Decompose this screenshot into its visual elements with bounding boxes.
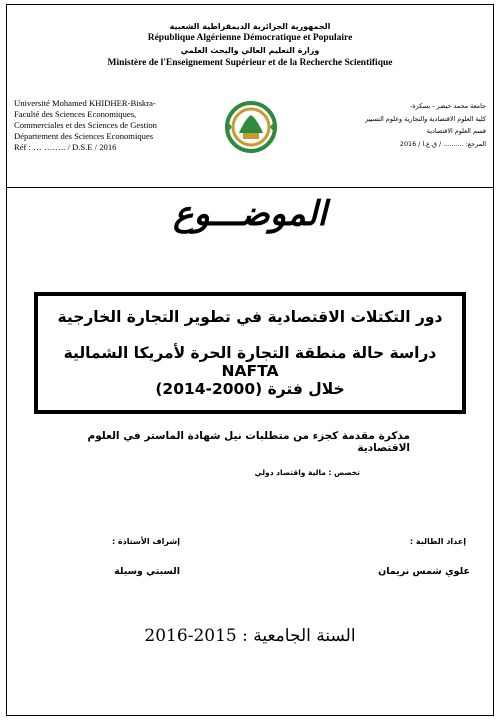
specialization: تخصص : مالية واقتصاد دولي — [254, 468, 360, 477]
university-name-ar: جامعة محمد خيضر - بسكرة- — [410, 102, 486, 110]
supervisor-name: السبتي وسيلة — [114, 566, 180, 577]
department-name-ar: قسم العلوم الاقتصادية — [426, 127, 486, 135]
header-french-republic: République Algérienne Démocratique et Populaire — [147, 33, 353, 43]
header-arabic-ministry: وزارة التعليم العالي والبحث العلمي — [180, 46, 320, 55]
faculty-name-fr: Faculté des Sciences Economiques, — [14, 109, 137, 119]
thesis-title-line2: دراسة حالة منطقة التجارة الحرة لأمريكا الشمالية NAFTA — [63, 344, 437, 380]
faculty-name-ar: كلية العلوم الاقتصادية والتجارية وعلوم التسيير — [365, 114, 486, 123]
university-logo-icon — [225, 101, 277, 153]
reference-fr: Réf : … …….. / D.S.E / 2016 — [14, 142, 117, 152]
student-name: علوي شمس نريمان — [378, 566, 470, 577]
academic-year: السنة الجامعية : 2015-2016 — [144, 626, 356, 646]
department-name-fr: Département des Sciences Economiques — [14, 131, 154, 141]
header-divider — [6, 187, 494, 188]
reference-ar: المرجع: .......... / ق.ع.ا / 2016 — [399, 139, 486, 148]
subject-title: الموضـــوع — [173, 194, 327, 234]
memo-description: مذكرة مقدمة كجزء من متطلبات نيل شهادة الماستر في العلوم الاقتصادية — [87, 430, 410, 454]
thesis-title-line3: خلال فترة (2000-2014) — [155, 380, 345, 398]
header-arabic-republic: الجمهورية الجزائرية الديمقراطية الشعبية — [169, 22, 331, 31]
thesis-title-line1: دور التكتلات الاقتصادية في تطوير التجارة الخارجية — [57, 308, 443, 326]
university-info-french — [14, 98, 214, 153]
faculty-name-fr-cont: Commerciales et des Sciences de Gestion — [14, 120, 157, 130]
university-name-fr: Université Mohamed KHIDHER-Biskra- — [14, 98, 156, 108]
prepared-by-label: إعداد الطالبة : — [409, 537, 466, 546]
supervisor-label: إشراف الأستاذة : — [111, 537, 180, 546]
header-french-ministry: Ministère de l'Enseignement Supérieur et de la Recherche Scientifique — [107, 58, 393, 68]
university-info-arabic — [306, 100, 486, 150]
thesis-title-box — [34, 292, 466, 414]
